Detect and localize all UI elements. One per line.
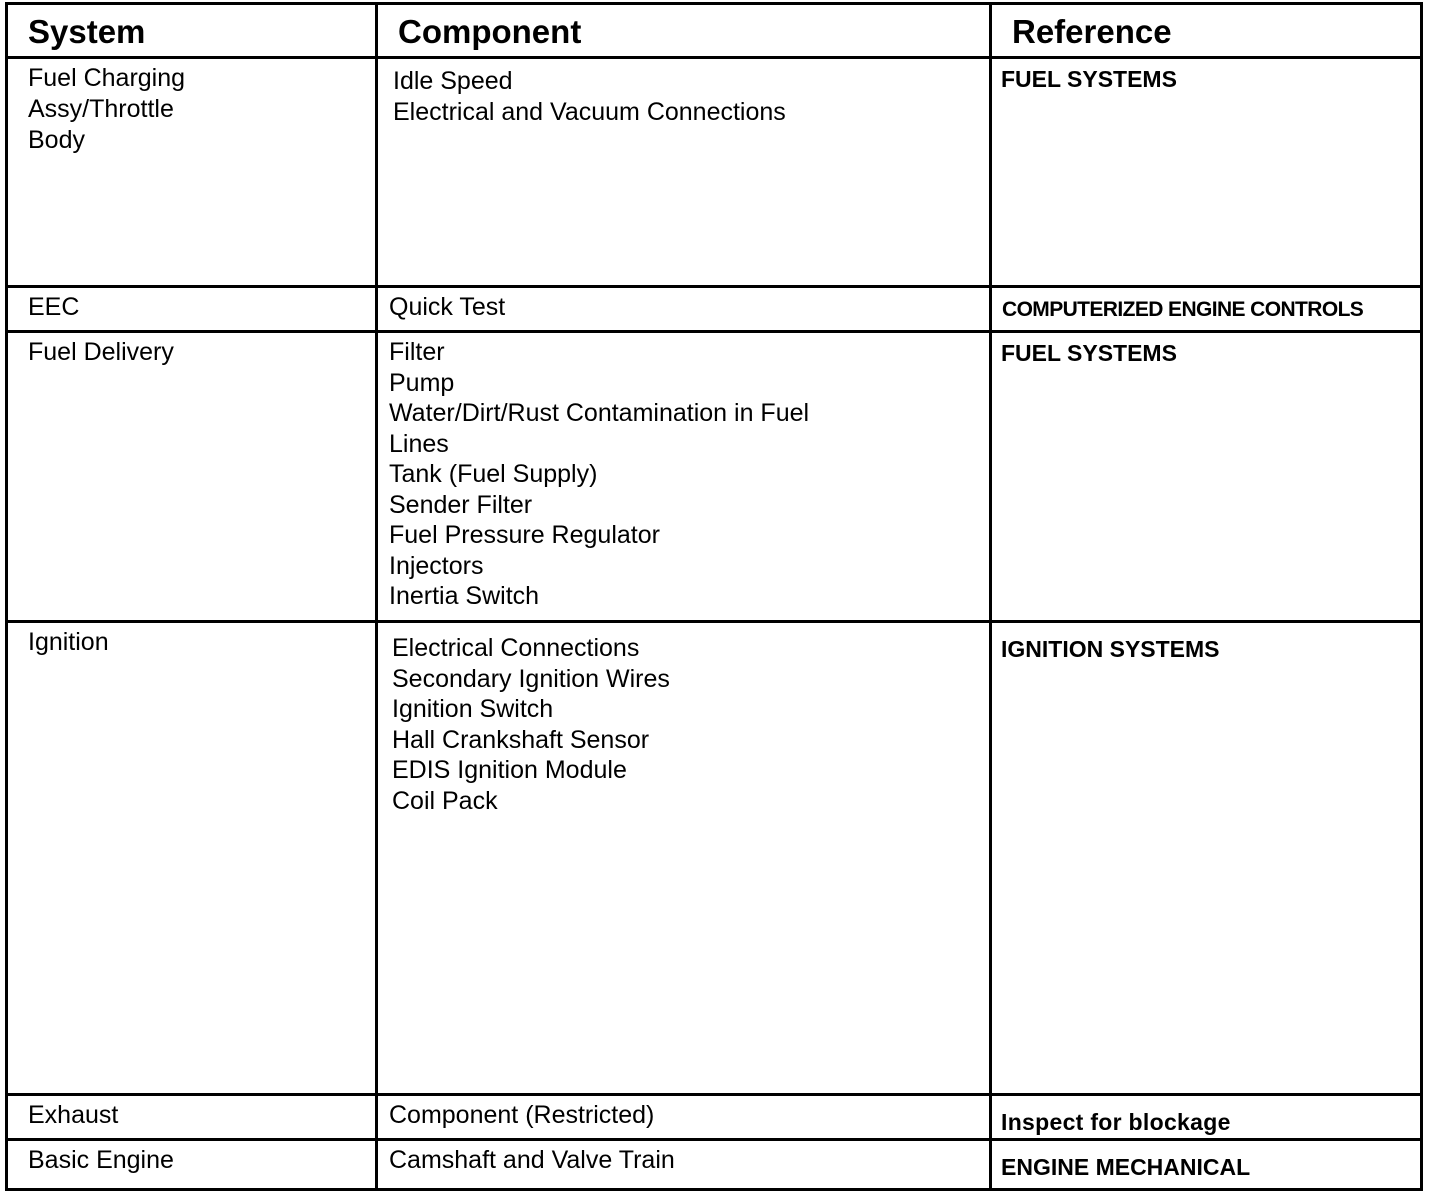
table-row	[7, 1095, 1422, 1140]
component-item: Water/Dirt/Rust Contamination in Fuel	[389, 399, 810, 427]
component-list	[378, 288, 989, 323]
reference-text: COMPUTERIZED ENGINE CONTROLS	[1002, 298, 1364, 321]
component-item: Electrical and Vacuum Connections	[393, 97, 786, 126]
component-item: Electrical Connections	[392, 634, 640, 662]
component-item: Filter	[389, 338, 445, 366]
component-cell	[377, 58, 991, 287]
diagnosis-table	[5, 2, 1423, 1191]
component-item: Inertia Switch	[389, 582, 540, 610]
component-cell	[377, 622, 991, 1095]
system-cell	[7, 332, 377, 622]
reference-text: ENGINE MECHANICAL	[1001, 1154, 1251, 1180]
system-cell	[7, 622, 377, 1095]
component-item: Fuel Pressure Regulator	[389, 521, 660, 549]
reference-cell	[991, 1140, 1422, 1190]
component-item: Lines	[389, 429, 449, 458]
component-list	[378, 1141, 989, 1176]
component-item: Pump	[389, 368, 455, 397]
reference-cell	[991, 58, 1422, 287]
reference-cell	[991, 622, 1422, 1095]
component-item: Secondary Ignition Wires	[392, 664, 670, 693]
header-reference: Reference	[1012, 13, 1172, 50]
reference-cell	[991, 332, 1422, 622]
system-name: Exhaust	[28, 1101, 119, 1129]
table-row	[7, 1140, 1422, 1190]
component-cell	[377, 1140, 991, 1190]
component-list	[378, 333, 989, 612]
header-system-cell	[7, 4, 377, 58]
component-item: Quick Test	[389, 293, 506, 321]
component-item: Camshaft and Valve Train	[389, 1146, 675, 1174]
system-cell	[7, 58, 377, 287]
component-item: Component (Restricted)	[389, 1101, 655, 1129]
reference-cell	[991, 287, 1422, 332]
system-name: Fuel Charging Assy/Throttle Body	[28, 64, 186, 154]
system-name: EEC	[28, 293, 80, 321]
table-row	[7, 622, 1422, 1095]
table-row	[7, 58, 1422, 287]
reference-cell	[991, 1095, 1422, 1140]
component-list	[378, 59, 989, 127]
table-row	[7, 332, 1422, 622]
component-cell	[377, 332, 991, 622]
component-item: Injectors	[389, 551, 484, 580]
reference-text: FUEL SYSTEMS	[1001, 340, 1177, 366]
component-item: Coil Pack	[392, 786, 498, 815]
header-component-cell	[377, 4, 991, 58]
system-cell	[7, 287, 377, 332]
table-row	[7, 287, 1422, 332]
reference-text: FUEL SYSTEMS	[1001, 66, 1177, 92]
component-item: Ignition Switch	[392, 695, 554, 723]
table-header-row	[7, 4, 1422, 58]
reference-text: IGNITION SYSTEMS	[1001, 636, 1220, 662]
component-item: EDIS Ignition Module	[392, 756, 627, 784]
system-cell	[7, 1095, 377, 1140]
component-item: Idle Speed	[393, 67, 513, 95]
header-component: Component	[398, 13, 582, 50]
system-cell	[7, 1140, 377, 1190]
component-cell	[377, 287, 991, 332]
component-list	[378, 623, 989, 816]
reference-text: Inspect for blockage	[1001, 1109, 1231, 1135]
component-item: Sender Filter	[389, 490, 533, 519]
system-name: Fuel Delivery	[28, 338, 174, 366]
system-name: Basic Engine	[28, 1146, 174, 1174]
component-item: Tank (Fuel Supply)	[389, 460, 598, 488]
component-item: Hall Crankshaft Sensor	[392, 725, 650, 754]
header-system: System	[28, 13, 146, 50]
component-list	[378, 1096, 989, 1131]
component-cell	[377, 1095, 991, 1140]
header-reference-cell	[991, 4, 1422, 58]
system-name: Ignition	[28, 628, 109, 656]
